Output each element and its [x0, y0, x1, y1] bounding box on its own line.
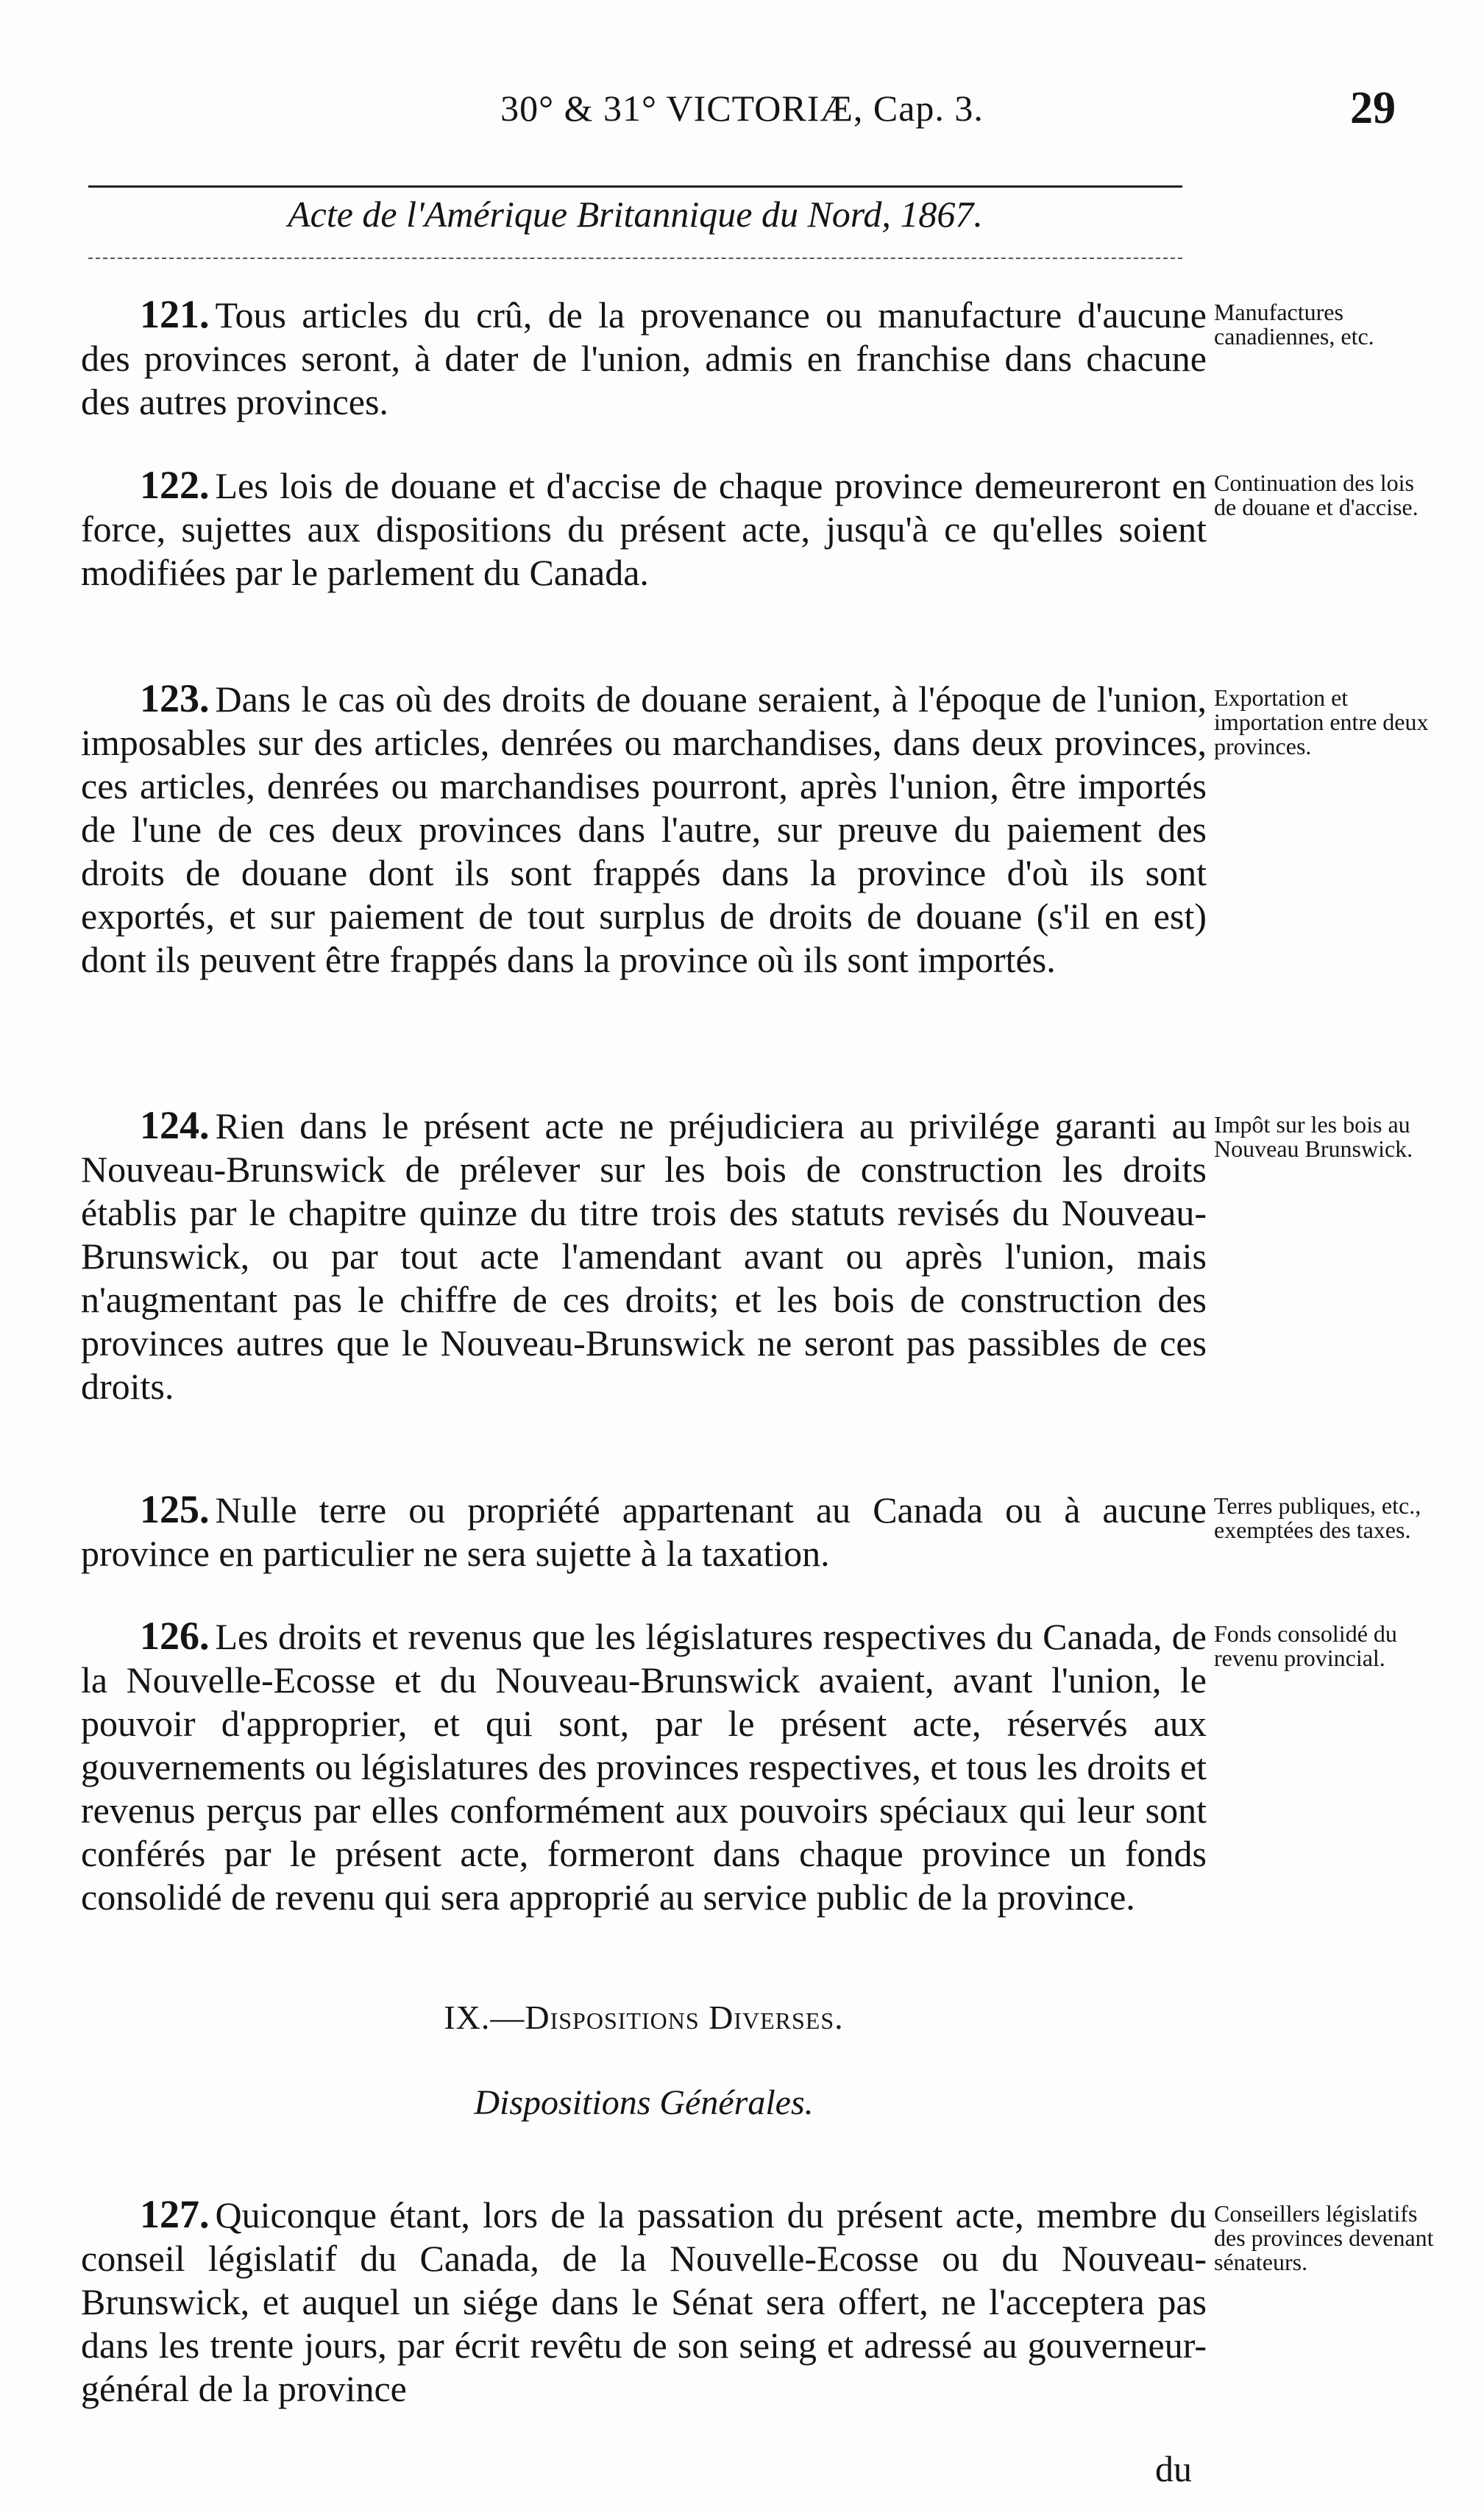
part-heading [81, 1998, 1207, 2037]
header-dashed-rule [88, 258, 1182, 259]
section-number: 122. [140, 463, 210, 507]
sub-heading: Dispositions Générales. [474, 2083, 814, 2122]
section-text: Nulle terre ou propriété appartenant au Canada ou à aucune province en particulier ne sera sujette à la taxation. [81, 1489, 1207, 1574]
margin-note-123: Exportation et importation entre deux provinces. [1214, 684, 1429, 759]
margin-note-124: Impôt sur les bois au Nouveau Brunswick. [1214, 1111, 1413, 1162]
act-title: Acte de l'Amérique Britannique du Nord, 1867. [288, 194, 983, 235]
part-title: Dispositions Diverses. [525, 1999, 844, 2036]
section-126 [81, 1614, 1207, 1919]
section-text: Rien dans le présent acte ne préjudiciera au privilége garanti au Nouveau-Brunswick de prélever sur les bois de construction les droits établis par le chapitre quinze du titre trois des statuts revisés du Nouveau-Brunswick, ou par tout acte l'amendant avant ou après l'union, mais n'augmentant pas le chiffre de ces droits; et les bois de construction des provinces autres que le Nouveau-Brunswick ne seront pas passibles de ces droits. [81, 1105, 1207, 1407]
margin-note-127: Conseillers législatifs des provinces devenant sénateurs. [1214, 2200, 1434, 2275]
section-122 [81, 464, 1207, 595]
section-124 [81, 1104, 1207, 1408]
section-number: 127. [140, 2192, 210, 2236]
section-number: 121. [140, 292, 210, 336]
catchword: du [1155, 2448, 1192, 2489]
section-121 [81, 293, 1207, 424]
running-title: 30° & 31° VICTORIÆ, Cap. 3. [500, 88, 984, 129]
section-127 [81, 2193, 1207, 2411]
margin-note-122: Continuation des lois de douane et d'accise. [1214, 469, 1419, 520]
section-123 [81, 677, 1207, 982]
running-head [88, 83, 1396, 146]
section-text: Tous articles du crû, de la provenance ou manufacture d'aucune des provinces seront, à dater de l'union, admis en franchise dans chacune des autres provinces. [81, 294, 1207, 422]
section-number: 125. [140, 1487, 210, 1531]
section-text: Dans le cas où des droits de douane seraient, à l'époque de l'union, imposables sur des articles, denrées ou marchandises, dans deux provinces, ces articles, denrées ou marchandises pourront, après l'union, être importés de l'une de ces deux provinces dans l'autre, sur preuve du paiement des droits de douane dont ils sont frappés dans la province d'où ils sont exportés, et sur paiement de tout surplus de droits de douane (s'il en est) dont ils peuvent être frappés dans la province où ils sont importés. [81, 678, 1207, 980]
section-number: 126. [140, 1614, 210, 1658]
part-numeral: IX.— [444, 1999, 525, 2036]
section-number: 123. [140, 676, 210, 720]
section-text: Les droits et revenus que les législatures respectives du Canada, de la Nouvelle-Ecosse et du Nouveau-Brunswick avaient, avant l'union, le pouvoir d'approprier, et qui sont, par le présent acte, réservés aux gouvernements ou législatures des provinces respectives, et tous les droits et revenus perçus par elles conformément aux pouvoirs spéciaux qui leur sont conférés par le présent acte, formeront dans chaque province un fonds consolidé de revenu qui sera approprié au service public de la province. [81, 1616, 1207, 1918]
margin-note-125: Terres publiques, etc., exemptées des taxes. [1214, 1492, 1421, 1543]
section-text: Les lois de douane et d'accise de chaque province demeureront en force, sujettes aux dispositions du présent acte, jusqu'à ce qu'elles soient modifiées par le parlement du Canada. [81, 465, 1207, 593]
section-text: Quiconque étant, lors de la passation du présent acte, membre du conseil législatif du Canada, de la Nouvelle-Ecosse ou du Nouveau-Brunswick, et auquel un siége dans le Sénat sera offert, ne l'acceptera pas dans les trente jours, par écrit revêtu de son seing et adressé au gouverneur-général de la province [81, 2194, 1207, 2409]
section-number: 124. [140, 1103, 210, 1147]
page-number: 29 [1350, 83, 1396, 133]
margin-note-121: Manufactures canadiennes, etc. [1214, 299, 1374, 350]
section-125 [81, 1488, 1207, 1575]
header-rule [88, 185, 1182, 188]
margin-note-126: Fonds consolidé du revenu provincial. [1214, 1620, 1397, 1671]
